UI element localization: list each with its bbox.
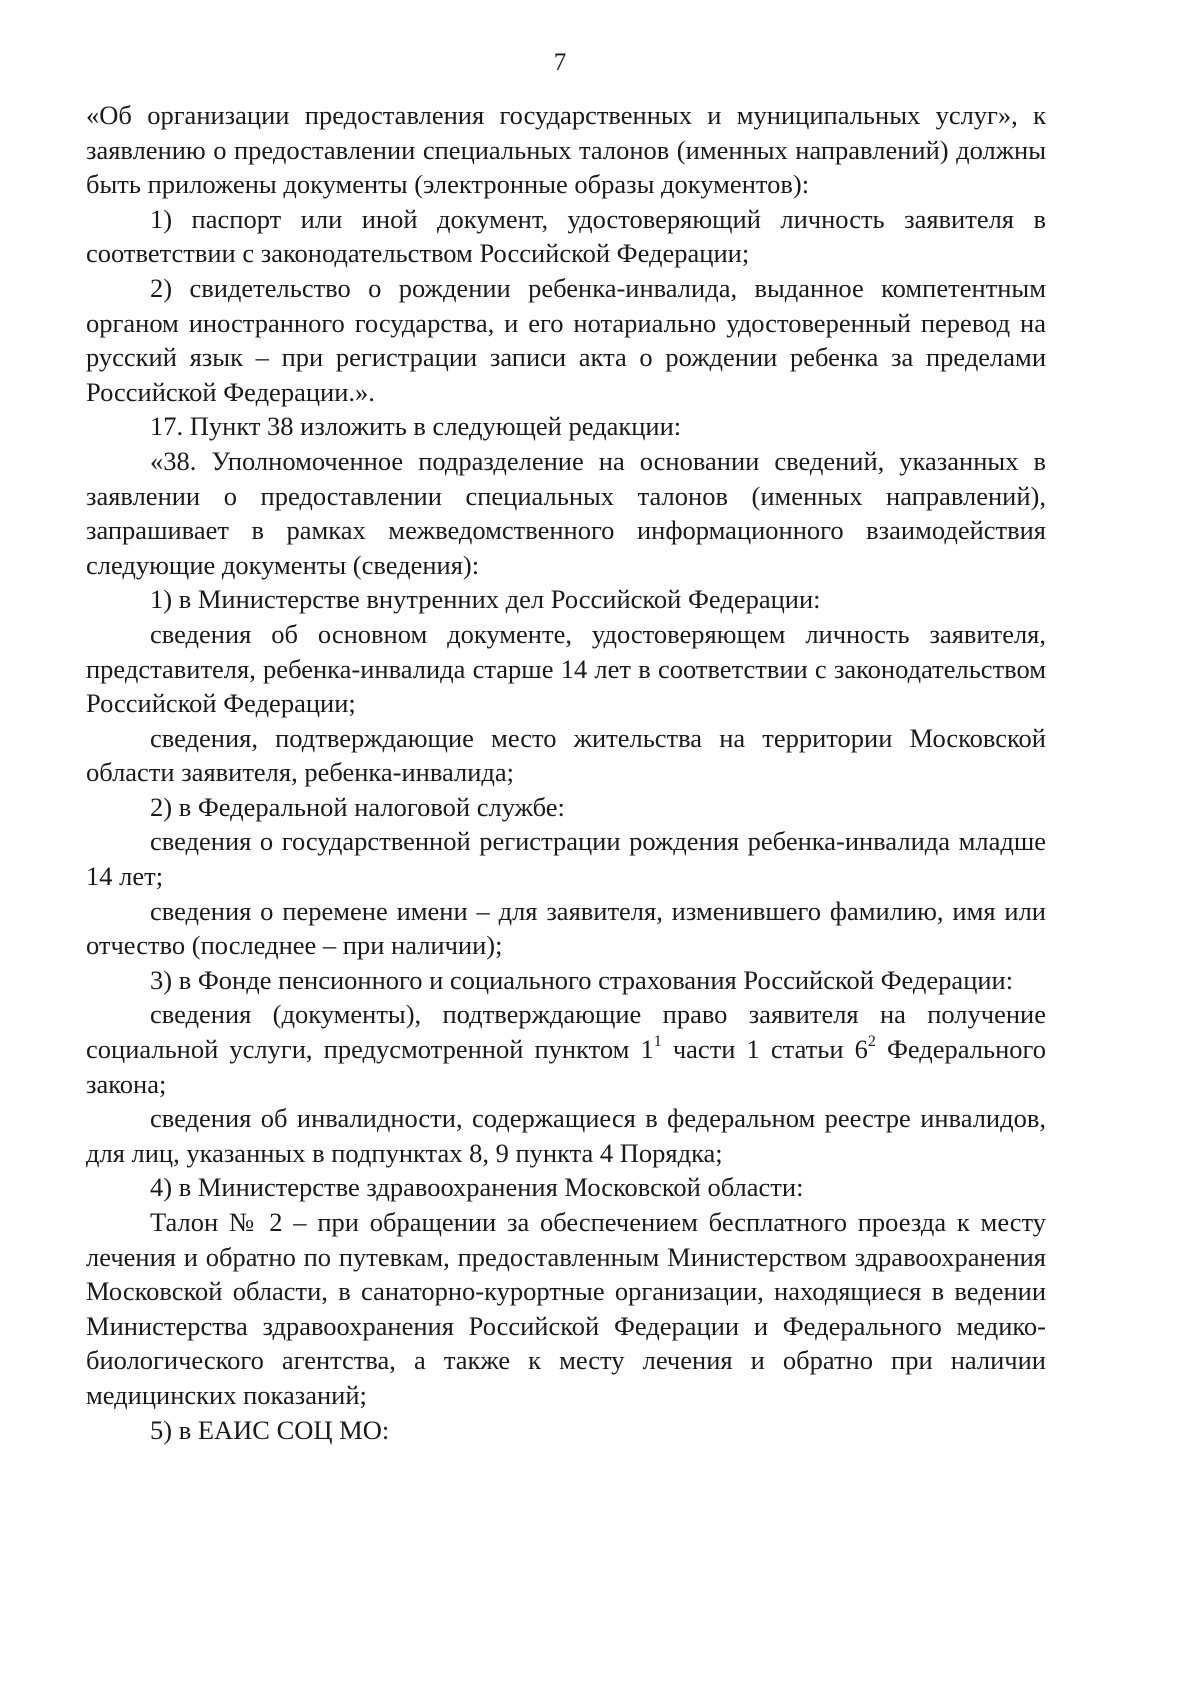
paragraph-residence-info: сведения, подтверждающие место жительства на территории Московской области заявителя, ребенка-инвалида;: [86, 722, 1046, 788]
paragraph-name-change-info: сведения о перемене имени – для заявителя, изменившего фамилию, имя или отчество (последнее – при наличии);: [86, 895, 1046, 961]
paragraph-part: части 1 статьи 6: [661, 1034, 868, 1065]
paragraph-health-ministry-heading: 4) в Министерстве здравоохранения Московской области:: [150, 1172, 804, 1203]
paragraph-mvd-heading: 1) в Министерстве внутренних дел Российской Федерации:: [150, 584, 821, 615]
document-body: [86, 98, 1046, 1447]
paragraph-identity-document-info: сведения об основном документе, удостоверяющем личность заявителя, представителя, ребенка-инвалида старше 14 лет в соответствии с законодательством Российской Федерации;: [86, 618, 1046, 719]
paragraph-social-service-right: [86, 997, 1046, 1101]
paragraph-tax-service-heading: 2) в Федеральной налоговой службе:: [150, 791, 565, 822]
paragraph-eais-heading: 5) в ЕАИС СОЦ МО:: [150, 1414, 390, 1445]
paragraph-talon-2: Талон № 2 – при обращении за обеспечением бесплатного проезда к месту лечения и обратно по путевкам, предоставленным Министерством здравоохранения Московской области, в санаторно-курортные организации, находящиеся в ведении Министерства здравоохранения Российской Федерации и Федерального медико-биологического агентства, а также к месту лечения и обратно при наличии медицинских показаний;: [86, 1207, 1046, 1410]
paragraph-part: сведения (документы), подтверждающие право заявителя на получение социальной услуги, предусмотренной пунктом 1: [86, 999, 1046, 1065]
paragraph-point-38: «38. Уполномоченное подразделение на основании сведений, указанных в заявлении о предоставлении специальных талонов (именных направлений), запрашивает в рамках межведомственного информационного взаимодействия следующие документы (сведения):: [86, 445, 1046, 580]
paragraph-pension-fund-heading: 3) в Фонде пенсионного и социального страхования Российской Федерации:: [150, 964, 1014, 995]
paragraph-birth-registration-info: сведения о государственной регистрации рождения ребенка-инвалида младше 14 лет;: [86, 826, 1046, 892]
paragraph-disability-registry-info: сведения об инвалидности, содержащиеся в федеральном реестре инвалидов, для лиц, указанных в подпунктах 8, 9 пункта 4 Порядка;: [86, 1103, 1046, 1168]
paragraph-point-17: 17. Пункт 38 изложить в следующей редакции:: [150, 411, 682, 442]
superscript: 1: [653, 1033, 662, 1051]
paragraph-intro-continuation: «Об организации предоставления государственных и муниципальных услуг», к заявлению о предоставлении специальных талонов (именных направлений) должны быть приложены документы (электронные образы документов):: [86, 100, 1046, 200]
page-number: 7: [553, 49, 567, 76]
paragraph-item-passport: 1) паспорт или иной документ, удостоверяющий личность заявителя в соответствии с законодательством Российской Федерации;: [86, 203, 1046, 269]
paragraph-item-birth-certificate: 2) свидетельство о рождении ребенка-инвалида, выданное компетентным органом иностранного государства, и его нотариально удостоверенный перевод на русский язык – при регистрации записи акта о рождении ребенка за пределами Российской Федерации.».: [86, 272, 1046, 407]
superscript: 2: [867, 1033, 876, 1051]
paragraph-part: Федерального закона;: [86, 1034, 1047, 1099]
